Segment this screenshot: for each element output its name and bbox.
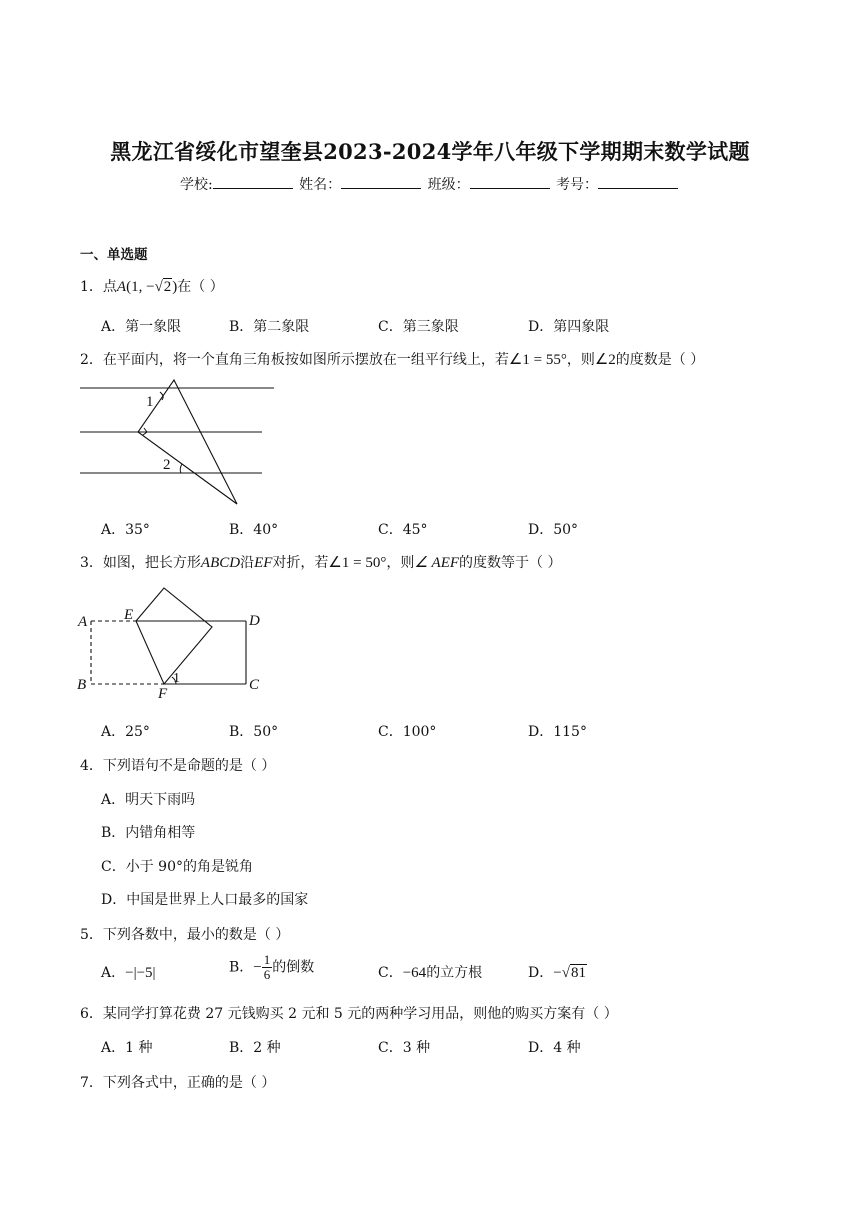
label-c: C	[249, 677, 260, 693]
section-heading: 一、单选题	[80, 247, 148, 263]
q1-option-c[interactable]: C．第三象限	[378, 319, 459, 335]
q2-option-a[interactable]: A．35°	[101, 522, 150, 538]
school-blank[interactable]	[213, 175, 293, 189]
label-angle1: 1	[173, 671, 180, 686]
question-number: 4．	[80, 758, 103, 774]
option-letter: C．	[378, 965, 403, 981]
q2-figure	[78, 376, 278, 510]
q5-option-b-post: 的倒数	[272, 959, 315, 976]
question-number: 7．	[80, 1075, 103, 1091]
question-4	[80, 755, 275, 775]
option-letter: D．	[528, 965, 554, 981]
q6-option-a[interactable]: A．1 种	[101, 1040, 153, 1056]
q3-text-e: 的度数等于（ ）	[459, 555, 562, 571]
folded-part	[136, 588, 212, 684]
label-f: F	[158, 686, 168, 702]
q2-angle1: ∠1 = 55°	[508, 352, 567, 368]
option-letter: B．	[229, 959, 254, 976]
q5-option-c[interactable]	[378, 962, 482, 982]
q5-option-a-expr: −|−5|	[125, 965, 156, 981]
q1-text-pre: 点	[102, 279, 117, 295]
name-label: 姓名：	[299, 177, 342, 193]
q2-text-b: ，则	[566, 352, 595, 368]
school-label: 学校:	[179, 177, 213, 193]
angle1-label: 1	[146, 394, 154, 410]
q3-angle-aef: ∠ AEF	[414, 555, 460, 571]
angle2-label: 2	[163, 457, 171, 473]
student-info-line	[0, 174, 860, 194]
angle2-arc	[180, 464, 182, 473]
q6-text: 某同学打算花费 27 元钱购买 2 元和 5 元的两种学习用品，则他的购买方案有（ ）	[102, 1006, 618, 1022]
fraction-denominator: 6	[263, 967, 271, 982]
name-blank[interactable]	[341, 175, 421, 189]
q1-option-b[interactable]: B．第二象限	[229, 319, 310, 335]
q5-option-d[interactable]	[528, 962, 587, 982]
q2-option-d[interactable]: D．50°	[528, 522, 579, 538]
q4-option-c[interactable]: C．小于 90°的角是锐角	[101, 859, 253, 875]
question-number: 5．	[80, 927, 103, 943]
q3-text-d: ，则	[386, 555, 415, 571]
q5-option-d-sign: −	[553, 965, 562, 981]
option-letter: A．	[101, 965, 126, 981]
q2-option-c[interactable]: C．45°	[378, 522, 428, 538]
question-1	[80, 276, 224, 296]
q3-fold-line: EF	[254, 555, 273, 571]
class-blank[interactable]	[470, 175, 550, 189]
q2-text-c: 的度数是（ ）	[615, 352, 705, 368]
q5-text: 下列各数中，最小的数是（ ）	[102, 927, 290, 943]
q7-text: 下列各式中，正确的是（ ）	[102, 1075, 276, 1091]
question-number: 6．	[80, 1006, 103, 1022]
question-number: 1．	[80, 279, 103, 295]
question-number: 2．	[80, 352, 103, 368]
question-number: 3．	[80, 555, 103, 571]
sqrt-symbol: √	[561, 965, 570, 981]
q1-point-name: A	[116, 279, 127, 295]
q6-option-c[interactable]: C．3 种	[378, 1040, 431, 1056]
question-7	[80, 1072, 275, 1092]
q3-text-a: 如图，把长方形	[102, 555, 201, 571]
q3-option-d[interactable]: D．115°	[528, 724, 587, 740]
q6-option-d[interactable]: D．4 种	[528, 1040, 581, 1056]
exam-number-label: 考号：	[556, 177, 599, 193]
exam-title: 黑龙江省绥化市望奎县2023-2024学年八年级下学期期末数学试题	[110, 139, 750, 164]
sqrt-symbol: √	[154, 279, 163, 295]
question-6	[80, 1003, 618, 1023]
q1-coord-open: (1, −	[126, 279, 155, 295]
q1-coord-close: )	[172, 279, 178, 295]
label-e: E	[124, 607, 134, 623]
q4-option-d[interactable]: D．中国是世界上人口最多的国家	[101, 892, 309, 908]
q2-text-a: 在平面内，将一个直角三角板按如图所示摆放在一组平行线上，若	[102, 352, 509, 368]
class-label: 班级：	[427, 177, 470, 193]
q1-text-post: 在（ ）	[177, 279, 224, 295]
q3-text-c: 对折，若	[272, 555, 329, 571]
q2-angle2: ∠2	[594, 352, 616, 368]
q3-option-b[interactable]: B．50°	[229, 724, 279, 740]
q3-figure	[76, 582, 266, 702]
q5-option-a[interactable]	[101, 962, 156, 982]
q4-text: 下列语句不是命题的是（ ）	[102, 758, 276, 774]
q3-option-c[interactable]: C．100°	[378, 724, 437, 740]
q5-option-b[interactable]	[229, 953, 314, 982]
q3-rect-name: ABCD	[200, 555, 241, 571]
question-5	[80, 924, 289, 944]
label-d: D	[249, 613, 260, 629]
q1-option-d[interactable]: D．第四象限	[528, 319, 610, 335]
q3-angle1: ∠1 = 50°	[328, 555, 387, 571]
q4-option-b[interactable]: B．内错角相等	[101, 825, 196, 841]
q5-option-b-fraction	[262, 953, 273, 982]
question-2	[80, 349, 704, 369]
q4-option-a[interactable]: A．明天下雨吗	[101, 792, 196, 808]
q6-option-b[interactable]: B．2 种	[229, 1040, 281, 1056]
q3-option-a[interactable]: A．25°	[101, 724, 150, 740]
q1-option-a[interactable]: A．第一象限	[101, 319, 182, 335]
q5-option-c-post: 的立方根	[426, 965, 483, 981]
q5-option-c-value: −64	[402, 965, 427, 981]
label-b: B	[77, 677, 87, 693]
question-3	[80, 552, 561, 572]
q1-radicand: 2	[163, 279, 172, 295]
q5-option-d-radicand: 81	[570, 965, 586, 981]
label-a: A	[78, 614, 88, 630]
exam-number-blank[interactable]	[598, 175, 678, 189]
q2-option-b[interactable]: B．40°	[229, 522, 279, 538]
fraction-numerator: 1	[263, 952, 271, 967]
q5-option-b-sign: −	[253, 959, 262, 976]
q3-text-b: 沿	[240, 555, 255, 571]
